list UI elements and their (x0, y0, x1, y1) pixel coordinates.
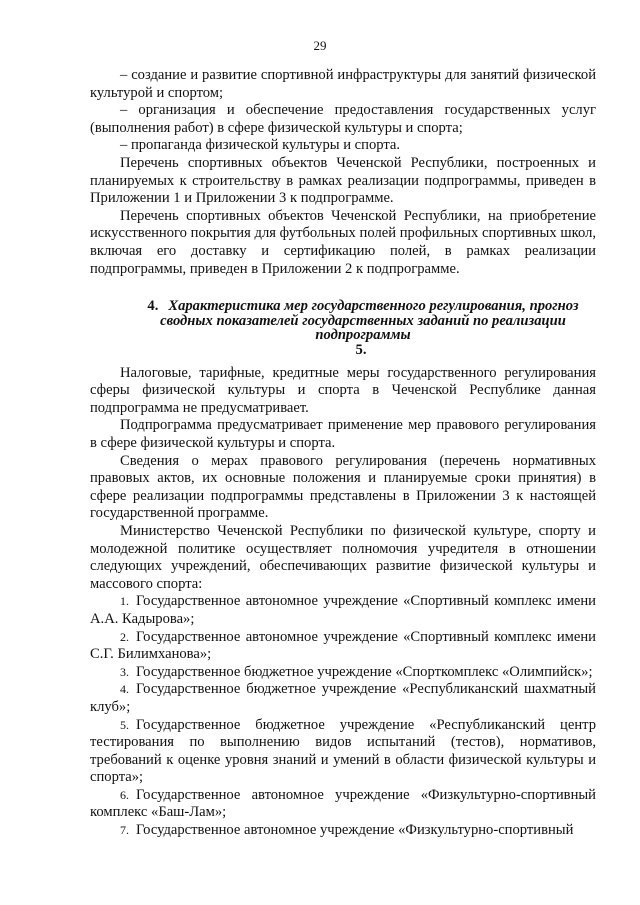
list-item (90, 593, 596, 628)
section-heading (90, 299, 596, 343)
paragraph: – организация и обеспечение предоставления государственных услуг (выполнения работ) в сфере физической культуры и спорта; (90, 102, 596, 136)
list-item-text: Государственное бюджетное учреждение «Спорткомплекс «Олимпийск»; (136, 663, 593, 680)
paragraph: Сведения о мерах правового регулирования (перечень нормативных правовых актов, их основные положения и планируемые сроки принятия) в сфере реализации подпрограммы представлены в Приложении 3 к настоящей государственной программе. (90, 452, 596, 522)
list-item (90, 681, 596, 716)
section-trailing-number: 5. (355, 341, 367, 358)
paragraph: Подпрограмма предусматривает применение мер правового регулирования в сфере физической культуры и спорта. (90, 417, 596, 451)
page-number: 29 (313, 38, 327, 53)
list-item (90, 717, 596, 787)
list-item-text: Государственное автономное учреждение «Спортивный комплекс имени С.Г. Билимханова»; (90, 628, 596, 663)
document-body (90, 67, 596, 840)
list-item-text: Государственное автономное учреждение «Спортивный комплекс имени А.А. Кадырова»; (90, 593, 596, 627)
list-item-text: Государственное бюджетное учреждение «Республиканский шахматный клуб»; (90, 681, 596, 715)
list-item-number: 4. (120, 682, 129, 697)
list-item-number: 2. (120, 629, 129, 644)
list-item (90, 629, 596, 664)
paragraph: – создание и развитие спортивной инфраструктуры для занятий физической культурой и спортом; (90, 67, 596, 101)
paragraph: – пропаганда физической культуры и спорта. (120, 137, 401, 154)
list-item (90, 787, 596, 822)
section-number: 4. (147, 298, 159, 315)
list-item-text: Государственное бюджетное учреждение «Республиканский центр тестирования по выполнению видов испытаний (тестов), нормативов, требований к оценке уровня знаний и умений в области физической культуры и спорта»; (90, 716, 596, 786)
paragraph: Перечень спортивных объектов Чеченской Республики, на приобретение искусственного покрытия для футбольных полей профильных спортивных школ, включая его доставку и сертификацию полей, в рамках реализации подпрограммы, приведен в Приложении 2 к подпрограмме. (90, 207, 596, 277)
list-item (90, 664, 596, 682)
list-item-text: Государственное автономное учреждение «Физкультурно-спортивный (136, 822, 574, 839)
section-title: Характеристика мер государственного регулирования, прогноз сводных показателей государственных заданий по реализации подпрограммы (160, 298, 579, 344)
list-item (90, 822, 596, 840)
list-item-number: 3. (120, 664, 129, 679)
paragraph: Перечень спортивных объектов Чеченской Республики, построенных и планируемых к строительству в рамках реализации подпрограммы, приведен в Приложении 1 и Приложении 3 к подпрограмме. (90, 154, 596, 207)
list-item-number: 1. (120, 594, 129, 609)
paragraph: Министерство Чеченской Республики по физической культуре, спорту и молодежной политике осуществляет полномочия учредителя в отношении следующих учреждений, обеспечивающих развитие физической культуры и массового спорта: (90, 522, 596, 592)
paragraph: Налоговые, тарифные, кредитные меры государственного регулирования сферы физической культуры и спорта в Чеченской Республике данная подпрограмма не предусматривает. (90, 364, 596, 416)
list-item-number: 5. (120, 717, 129, 732)
list-item-number: 7. (120, 823, 129, 838)
list-item-text: Государственное автономное учреждение «Физкультурно-спортивный комплекс «Баш-Лам»; (90, 786, 596, 821)
list-item-number: 6. (120, 787, 129, 802)
